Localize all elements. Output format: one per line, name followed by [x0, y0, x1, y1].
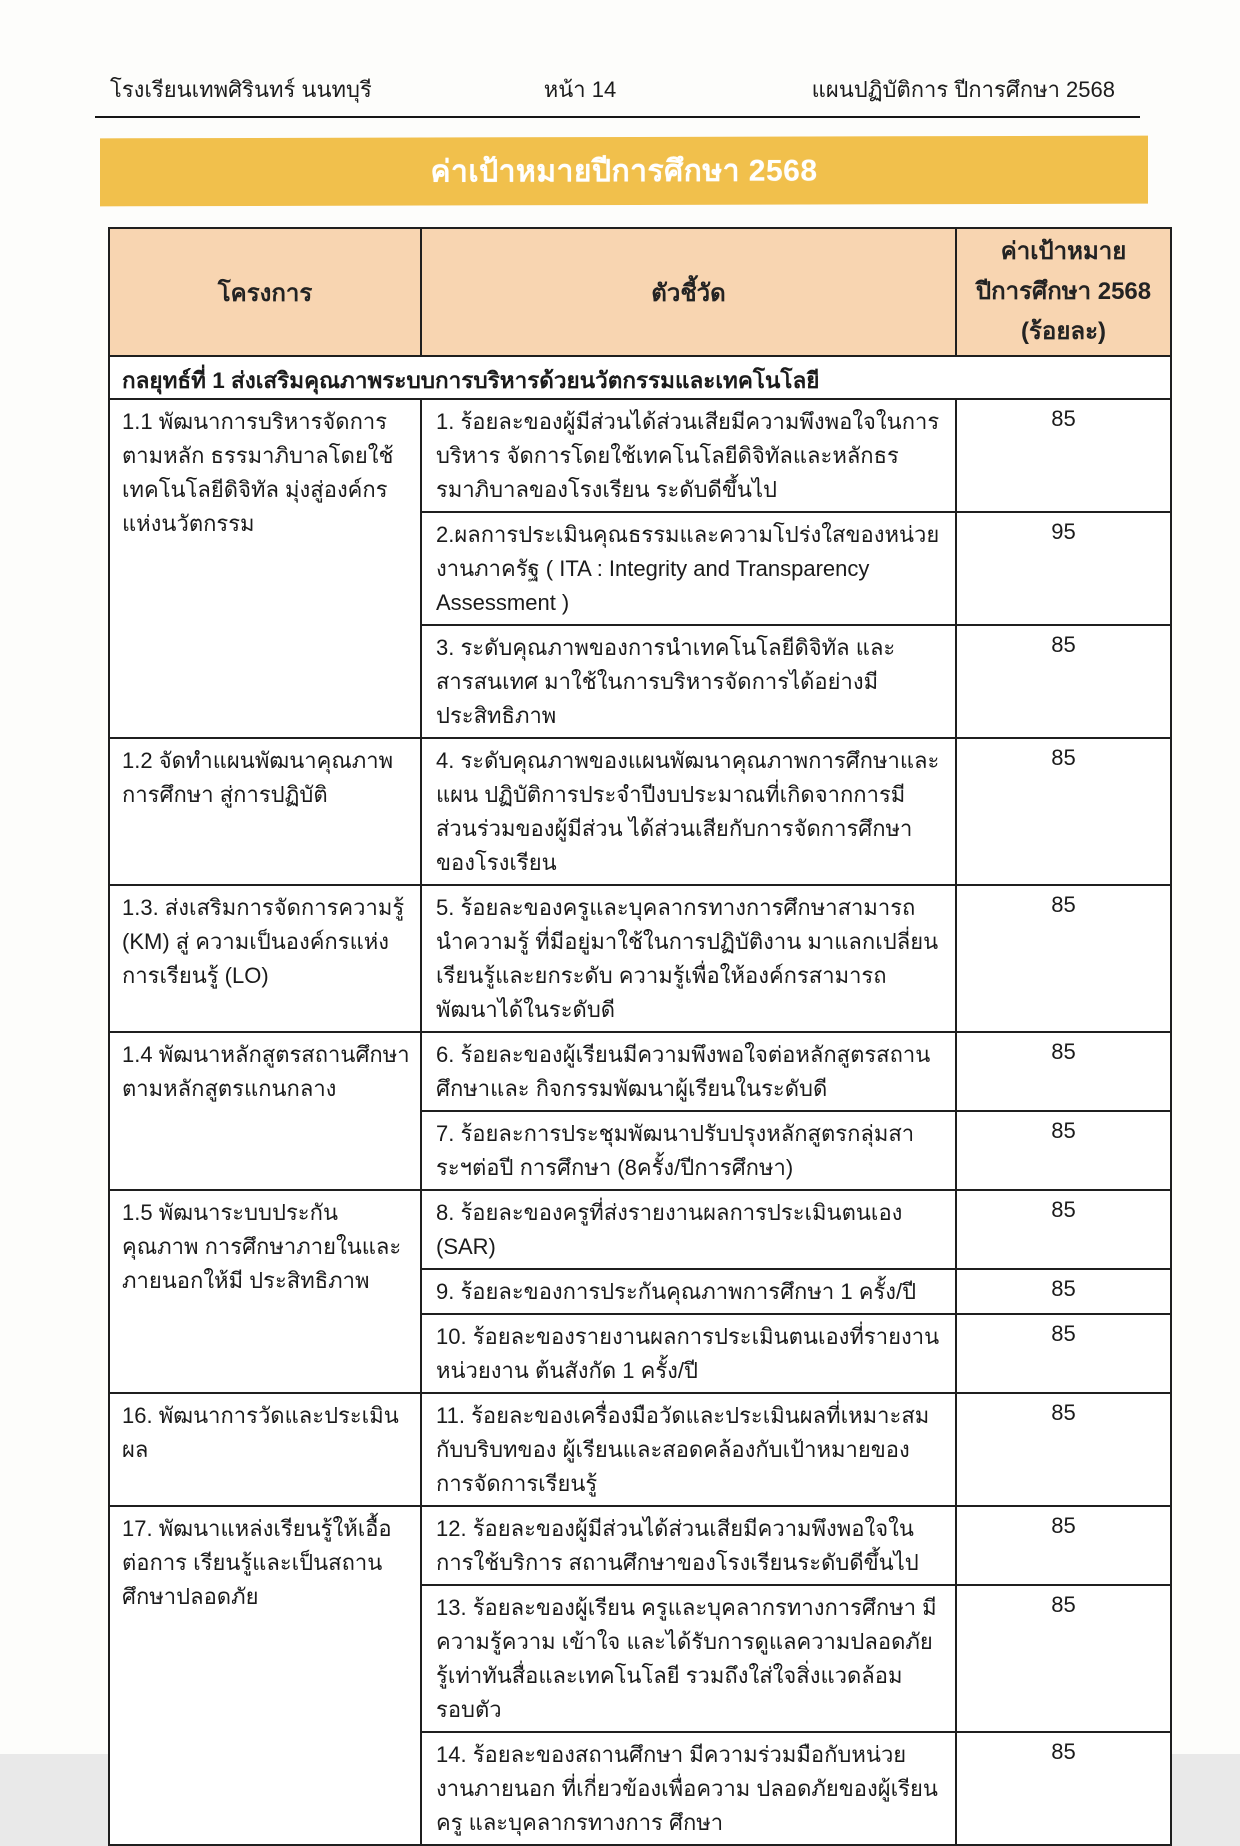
target-value-cell: 85	[956, 399, 1171, 512]
target-value-cell: 85	[956, 1314, 1171, 1393]
indicator-row	[109, 1032, 1171, 1111]
target-value-cell: 85	[956, 1032, 1171, 1111]
project-cell: 1.5 พัฒนาระบบประกันคุณภาพ การศึกษาภายในและภายนอกให้มี ประสิทธิภาพ	[109, 1190, 421, 1393]
indicator-table-body	[109, 356, 1171, 1845]
running-header	[0, 72, 1240, 106]
project-cell: 16. พัฒนาการวัดและประเมินผล	[109, 1393, 421, 1506]
column-header-indicator: ตัวชี้วัด	[421, 228, 956, 356]
strategy-cell: กลยุทธ์ที่ 1 ส่งเสริมคุณภาพระบบการบริหารด้วยนวัตกรรมและเทคโนโลยี	[109, 356, 1171, 399]
target-value-cell: 85	[956, 1269, 1171, 1314]
indicator-cell: 12. ร้อยละของผู้มีส่วนได้ส่วนเสียมีความพึงพอใจในการใช้บริการ สถานศึกษาของโรงเรียนระดับดีขึ้นไป	[421, 1506, 956, 1585]
page-number: หน้า 14	[543, 77, 617, 102]
indicator-row	[109, 738, 1171, 885]
indicator-cell: 3. ระดับคุณภาพของการนำเทคโนโลยีดิจิทัล และสารสนเทศ มาใช้ในการบริหารจัดการได้อย่างมีประสิทธิภาพ	[421, 625, 956, 738]
target-value-cell: 85	[956, 738, 1171, 885]
section-banner-title: ค่าเป้าหมายปีการศึกษา 2568	[430, 153, 818, 189]
indicator-cell: 11. ร้อยละของเครื่องมือวัดและประเมินผลที่เหมาะสมกับบริบทของ ผู้เรียนและสอดคล้องกับเป้าหมายของการจัดการเรียนรู้	[421, 1393, 956, 1506]
strategy-row	[109, 356, 1171, 399]
column-header-project: โครงการ	[109, 228, 421, 356]
target-header-line-1: ค่าเป้าหมาย	[1000, 238, 1127, 265]
target-value-cell: 85	[956, 1190, 1171, 1269]
school-name: โรงเรียนเทพศิรินทร์ นนทบุรี	[110, 77, 372, 102]
indicator-cell: 7. ร้อยละการประชุมพัฒนาปรับปรุงหลักสูตรกลุ่มสาระฯต่อปี การศึกษา (8ครั้ง/ปีการศึกษา)	[421, 1111, 956, 1190]
indicator-cell: 9. ร้อยละของการประกันคุณภาพการศึกษา 1 ครั้ง/ปี	[421, 1269, 956, 1314]
plan-title: แผนปฏิบัติการ ปีการศึกษา 2568	[811, 77, 1115, 102]
header-rule	[95, 116, 1140, 118]
target-value-cell: 85	[956, 1585, 1171, 1732]
target-header-line-3: (ร้อยละ)	[1021, 318, 1106, 345]
project-cell: 17. พัฒนาแหล่งเรียนรู้ให้เอื้อต่อการ เรียนรู้และเป็นสถานศึกษาปลอดภัย	[109, 1506, 421, 1845]
project-cell: 1.4 พัฒนาหลักสูตรสถานศึกษา ตามหลักสูตรแกนกลาง	[109, 1032, 421, 1190]
indicator-cell: 2.ผลการประเมินคุณธรรมและความโปร่งใสของหน่วยงานภาครัฐ ( ITA : Integrity and Transparency Assessment )	[421, 512, 956, 625]
target-value-cell: 85	[956, 1393, 1171, 1506]
indicator-cell: 5. ร้อยละของครูและบุคลากรทางการศึกษาสามารถนำความรู้ ที่มีอยู่มาใช้ในการปฏิบัติงาน มาแลกเปลี่ยนเรียนรู้และยกระดับ ความรู้เพื่อให้องค์กรสามารถพัฒนาได้ในระดับดี	[421, 885, 956, 1032]
target-value-cell: 95	[956, 512, 1171, 625]
indicator-cell: 1. ร้อยละของผู้มีส่วนได้ส่วนเสียมีความพึงพอใจในการบริหาร จัดการโดยใช้เทคโนโลยีดิจิทัลและหลักธรรมาภิบาลของโรงเรียน ระดับดีขึ้นไป	[421, 399, 956, 512]
target-value-cell: 85	[956, 885, 1171, 1032]
target-value-cell: 85	[956, 1506, 1171, 1585]
indicator-cell: 6. ร้อยละของผู้เรียนมีความพึงพอใจต่อหลักสูตรสถานศึกษาและ กิจกรรมพัฒนาผู้เรียนในระดับดี	[421, 1032, 956, 1111]
indicator-cell: 10. ร้อยละของรายงานผลการประเมินตนเองที่รายงานหน่วยงาน ต้นสังกัด 1 ครั้ง/ปี	[421, 1314, 956, 1393]
indicator-row	[109, 1393, 1171, 1506]
indicator-row	[109, 885, 1171, 1032]
indicator-cell: 13. ร้อยละของผู้เรียน ครูและบุคลากรทางการศึกษา มีความรู้ความ เข้าใจ และได้รับการดูแลความปลอดภัย รู้เท่าทันสื่อและเทคโนโลยี รวมถึงใส่ใจสิ่งแวดล้อมรอบตัว	[421, 1585, 956, 1732]
column-header-target	[956, 228, 1171, 356]
indicator-row	[109, 1190, 1171, 1269]
indicator-row	[109, 399, 1171, 512]
project-cell: 1.3. ส่งเสริมการจัดการความรู้ (KM) สู่ ความเป็นองค์กรแห่งการเรียนรู้ (LO)	[109, 885, 421, 1032]
goal-table	[108, 227, 1172, 1846]
project-cell: 1.2 จัดทำแผนพัฒนาคุณภาพการศึกษา สู่การปฏิบัติ	[109, 738, 421, 885]
target-value-cell: 85	[956, 1111, 1171, 1190]
section-banner	[100, 136, 1148, 207]
indicator-cell: 8. ร้อยละของครูที่ส่งรายงานผลการประเมินตนเอง (SAR)	[421, 1190, 956, 1269]
project-cell: 1.1 พัฒนาการบริหารจัดการตามหลัก ธรรมาภิบาลโดยใช้เทคโนโลยีดิจิทัล มุ่งสู่องค์กรแห่งนวัตกรรม	[109, 399, 421, 738]
table-header-row	[109, 228, 1171, 356]
target-header-line-2: ปีการศึกษา 2568	[975, 278, 1152, 305]
target-value-cell: 85	[956, 625, 1171, 738]
target-value-cell: 85	[956, 1732, 1171, 1845]
indicator-row	[109, 1506, 1171, 1585]
indicator-cell: 4. ระดับคุณภาพของแผนพัฒนาคุณภาพการศึกษาและแผน ปฏิบัติการประจำปีงบประมาณที่เกิดจากการมีส่วนร่วมของผู้มีส่วน ได้ส่วนเสียกับการจัดการศึกษาของโรงเรียน	[421, 738, 956, 885]
indicator-cell: 14. ร้อยละของสถานศึกษา มีความร่วมมือกับหน่วยงานภายนอก ที่เกี่ยวข้องเพื่อความ ปลอดภัยของผู้เรียน ครู และบุคลากรทางการ ศึกษา	[421, 1732, 956, 1845]
